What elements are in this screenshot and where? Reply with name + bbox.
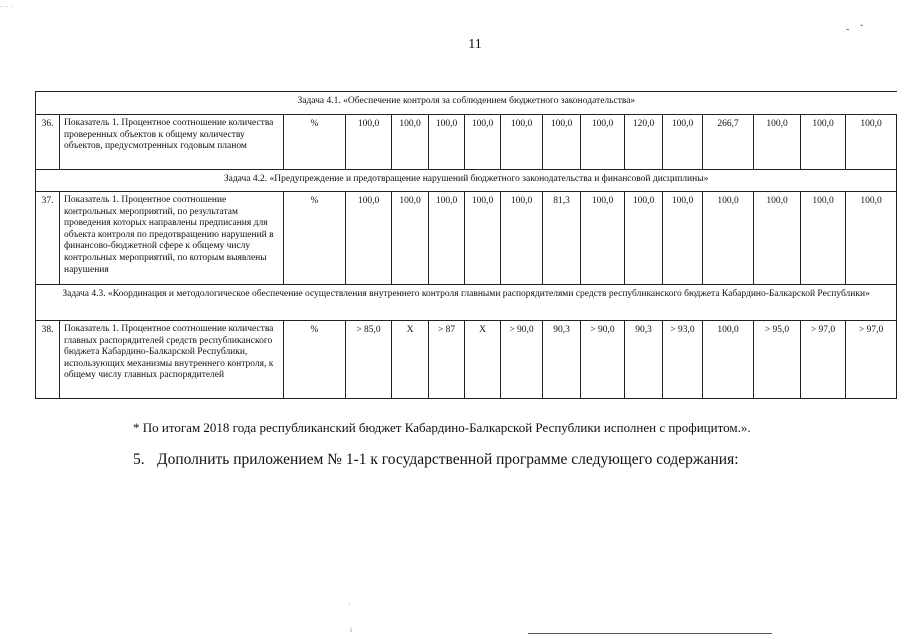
value-cell: 100,0 [346,115,392,170]
task-row [36,285,897,321]
indicator-row [36,321,897,399]
indicator-row [36,192,897,285]
footnote: * По итогам 2018 года республиканский бюджет Кабардино-Балкарской Республики исполнен с профицитом.». [133,420,751,435]
value-cell: > 87 [429,321,465,399]
value-cell: 100,0 [501,115,543,170]
task-row [36,170,897,192]
value-cell: > 95,0 [754,321,801,399]
value-cell: 100,0 [429,192,465,285]
value-cell: 100,0 [465,115,501,170]
signature-line [528,633,772,634]
value-cell: 81,3 [543,192,581,285]
value-cell: 100,0 [625,192,663,285]
unit-cell: % [284,192,346,285]
row-number: 36. [36,115,60,170]
item-5-text: Дополнить приложением № 1-1 к государственной программе следующего содержания: [157,451,739,468]
scan-speck: ı [350,625,353,634]
value-cell: 100,0 [346,192,392,285]
value-cell: 266,7 [703,115,754,170]
value-cell: 100,0 [754,192,801,285]
value-cell: 100,0 [846,192,897,285]
value-cell: > 85,0 [346,321,392,399]
indicator-name: Показатель 1. Процентное соотношение количества проверенных объектов к общему количеству объектов, предусмотренных годовым планом [60,115,284,170]
value-cell: 90,3 [543,321,581,399]
value-cell: 100,0 [543,115,581,170]
corner-marks: - ˇ [846,24,868,35]
value-cell: 100,0 [392,115,429,170]
value-cell: 100,0 [754,115,801,170]
row-number: 38. [36,321,60,399]
value-cell: X [392,321,429,399]
value-cell: X [465,321,501,399]
value-cell: 100,0 [801,115,846,170]
unit-cell: % [284,115,346,170]
value-cell: 100,0 [801,192,846,285]
value-cell: > 90,0 [501,321,543,399]
indicator-row [36,115,897,170]
row-number: 37. [36,192,60,285]
item-5 [133,451,739,469]
value-cell: 100,0 [846,115,897,170]
unit-cell: % [284,321,346,399]
value-cell: 100,0 [429,115,465,170]
value-cell: 100,0 [392,192,429,285]
task-row [36,92,897,115]
task-heading: Задача 4.3. «Координация и методологическое обеспечение осуществления внутреннего контроля главными распорядителями средств республиканского бюджета Кабардино-Балкарской Республики» [36,285,897,321]
scan-speck: · [348,600,351,609]
value-cell: > 97,0 [846,321,897,399]
item-5-number: 5. [133,451,145,468]
value-cell: > 90,0 [581,321,625,399]
indicator-name: Показатель 1. Процентное соотношение контрольных мероприятий, по результатам проведения которых направлены предписания для объекта контроля по предотвращению нарушений в финансово-бюджетной сфере к общему числу контрольных мероприятий, по которым выявлены нарушения [60,192,284,285]
value-cell: 100,0 [663,192,703,285]
page-number: 11 [468,37,482,52]
indicator-name: Показатель 1. Процентное соотношение количества главных распорядителей средств республиканского бюджета Кабардино-Балкарской Республики, использующих механизмы внутреннего контроля, к общему числу главных распорядителей [60,321,284,399]
value-cell: 90,3 [625,321,663,399]
scan-marks: .. . . [0,0,12,9]
value-cell: 100,0 [581,115,625,170]
value-cell: 100,0 [465,192,501,285]
indicators-table [35,91,897,399]
task-heading: Задача 4.1. «Обеспечение контроля за соблюдением бюджетного законодательства» [36,92,897,115]
value-cell: 100,0 [501,192,543,285]
task-heading: Задача 4.2. «Предупреждение и предотвращение нарушений бюджетного законодательства и финансовой дисциплины» [36,170,897,192]
value-cell: 120,0 [625,115,663,170]
value-cell: > 97,0 [801,321,846,399]
value-cell: 100,0 [581,192,625,285]
value-cell: > 93,0 [663,321,703,399]
value-cell: 100,0 [703,192,754,285]
value-cell: 100,0 [703,321,754,399]
value-cell: 100,0 [663,115,703,170]
